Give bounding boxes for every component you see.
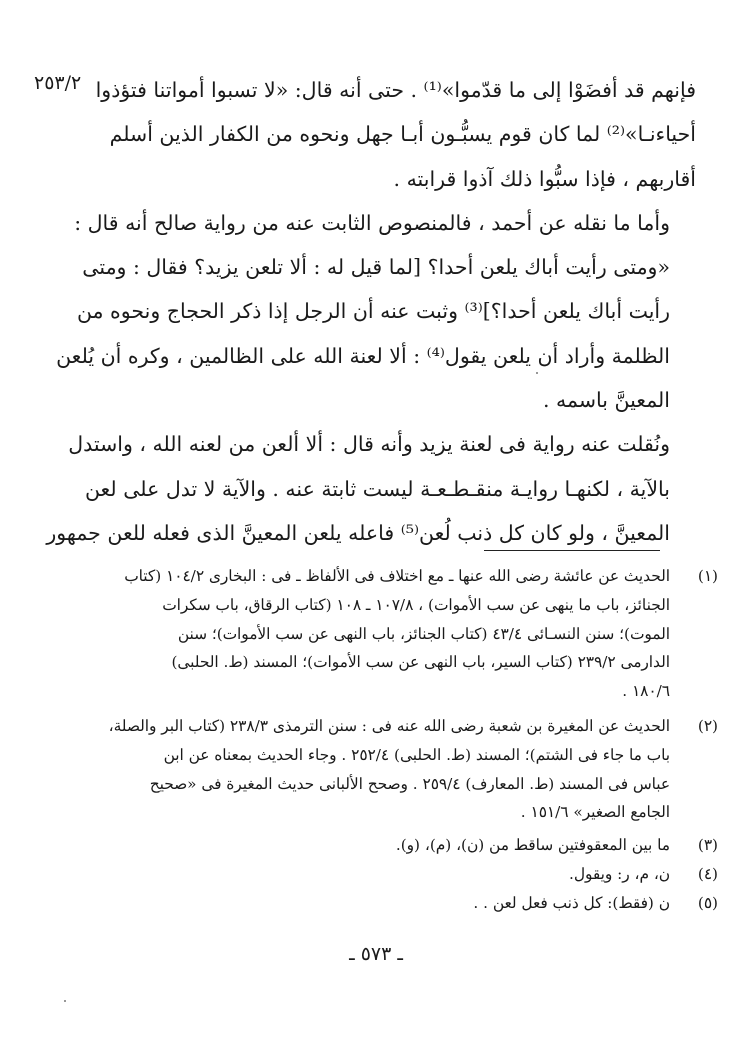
scan-speck: [536, 372, 538, 374]
text-line: المعينَّ ، ولو كان كل ذنب لُعن⁽⁵⁾ فاعله يلعن المعينَّ الذى فعله للعن جمهور: [46, 520, 670, 545]
text-line: «ومتى رأيت أباك يلعن أحدا؟ [لما قيل له : ألا تلعن يزيد؟ فقال : ومتى: [82, 255, 670, 280]
paragraph-3: [46, 422, 696, 555]
footnote-line: ١٨٠/٦ .: [622, 682, 670, 701]
footnote-3: [118, 831, 718, 860]
text-line: وأما ما نقله عن أحمد ، فالمنصوص الثابت عنه من رواية صالح أنه قال :: [74, 210, 670, 235]
text-line: رأيت أباك يلعن أحدا؟]⁽³⁾ وثبت عنه أن الرجل إذا ذكر الحجاج ونحوه من: [76, 299, 670, 324]
text-line: أقاربهم ، فإذا سبُّوا ذلك آذوا قرابته .: [393, 166, 696, 191]
text-line: المعينَّ باسمه .: [543, 388, 670, 413]
footnote-line: عباس فى المسند (ط. المعارف) ٢٥٩/٤ . وصحح الألبانى حديث المغيرة فى «صحيح: [149, 774, 670, 793]
footnote-number: (٤): [697, 864, 718, 883]
paragraph-2: [56, 201, 696, 422]
footnote-5: [118, 889, 718, 918]
footnote-number: (٣): [697, 836, 718, 855]
footnote-1: [118, 562, 718, 706]
footnote-4: [118, 860, 718, 889]
footnote-number: (٥): [697, 893, 718, 912]
footnote-line: الجامع الصغير» ١٥١/٦ .: [520, 803, 670, 822]
footnotes: [108, 562, 718, 918]
text-line: بالآية ، لكنهـا روايـة منقـطـعـة ليست ثابتة عنه . والآية لا تدل على لعن: [84, 476, 670, 501]
scan-speck: [64, 1000, 66, 1002]
footnote-line: الجنائز، باب ما ينهى عن سب الأموات) ، ١٠٧/٨ ـ ١٠٨ (كتاب الرقاق، باب سكرات: [162, 595, 670, 614]
footnote-number: (٢): [697, 716, 718, 735]
footnote-line: الحديث عن المغيرة بن شعبة رضى الله عنه فى : سنن الترمذى ٢٣٨/٣ (كتاب البر والصلة،: [108, 716, 670, 735]
text-line: فإنهم قد أفضَوْا إلى ما قدّموا»⁽¹⁾ . حتى أنه قال: «لا تسبوا أمواتنا فتؤذوا: [95, 78, 696, 102]
footnote-line: الدارمى ٢٣٩/٢ (كتاب السير، باب النهى عن سب الأموات)؛ المسند (ط. الحلبى): [171, 653, 670, 672]
footnote-line: باب ما جاء فى الشتم)؛ المسند (ط. الحلبى) ٢٥٢/٤ . وجاء الحديث بمعناه عن ابن: [163, 745, 670, 764]
footnote-separator: [484, 550, 660, 551]
footnote-line: ما بين المعقوفتين ساقط من (ن)، (م)، (و).: [395, 836, 670, 855]
page-number: ـ ٥٧٣ ـ: [349, 943, 403, 965]
footnote-number: (١): [697, 567, 718, 585]
text-line: أحياءنـا»⁽²⁾ لما كان قوم يسبُّـون أبـا جهل ونحوه من الكفار الذين أسلم: [109, 122, 696, 147]
footnote-line: ن (فقط): كل ذنب فعل لعن . .: [473, 893, 670, 912]
text-line: الظلمة وأراد أن يلعن يقول⁽⁴⁾ : ألا لعنة الله على الظالمين ، وكره أن يُلعن: [56, 343, 670, 368]
footnote-line: الحديث عن عائشة رضى الله عنها ـ مع اختلاف فى الألفاظ ـ فى : البخارى ١٠٤/٢ (كتاب: [124, 567, 670, 585]
footnote-line: ن، م، ر: ويقول.: [569, 864, 670, 883]
text-line: ونُقلت عنه رواية فى لعنة يزيد وأنه قال : ألا ألعن من لعنه الله ، واستدل: [68, 432, 670, 457]
paragraph-1: [95, 68, 696, 201]
margin-reference: ٢٥٣/٢: [34, 72, 82, 94]
footnote-2: [108, 712, 718, 827]
footnote-line: الموت)؛ سنن النسـائى ٤٣/٤ (كتاب الجنائز، باب النهى عن سب الأموات)؛ سنن: [177, 624, 670, 643]
